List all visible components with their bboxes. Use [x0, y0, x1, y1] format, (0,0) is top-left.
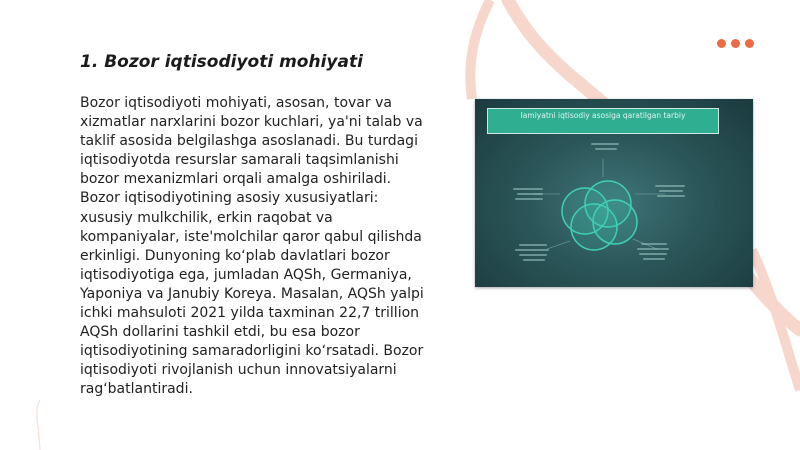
diagram-image	[475, 99, 753, 287]
slide-title: 1. Bozor iqtisodiyoti mohiyati	[80, 52, 363, 72]
diagram-header: Iamiyatni iqtisodiy asosiga qaratilgan tarbiy	[487, 108, 719, 134]
dot	[717, 39, 726, 48]
more-dots-icon[interactable]	[717, 39, 754, 48]
dot	[745, 39, 754, 48]
slide-body-text: Bozor iqtisodiyoti mohiyati, asosan, tovar va xizmatlar narxlarini bozor kuchlari, ya'ni talab va taklif asosida belgilashga asoslanadi. Bu turdagi iqtisodiyotda resurslar samarali taqsimlanishi bozor mexanizmlari orqali amalga oshiriladi. Bozor iqtisodiyotining asosiy xususiyatlari: xususiy mulkchilik, erkin raqobat va kompaniyalar, iste'molchilar qaror qabul qilishda erkinligi. Dunyoning koʻplab davlatlari bozor iqtisodiyotiga ega, jumladan AQSh, Germaniya, Yaponiya va Janubiy Koreya. Masalan, AQSh yalpi ichki mahsuloti 2021 yilda taxminan 22,7 trillion AQSh dollarini tashkil etdi, bu esa bozor iqtisodiyotining samaradorligini koʻrsatadi. Bozor iqtisodiyoti rivojlanish uchun innovatsiyalarni ragʻbatlantiradi.	[80, 95, 424, 398]
venn-circle	[593, 200, 637, 244]
dot	[731, 39, 740, 48]
